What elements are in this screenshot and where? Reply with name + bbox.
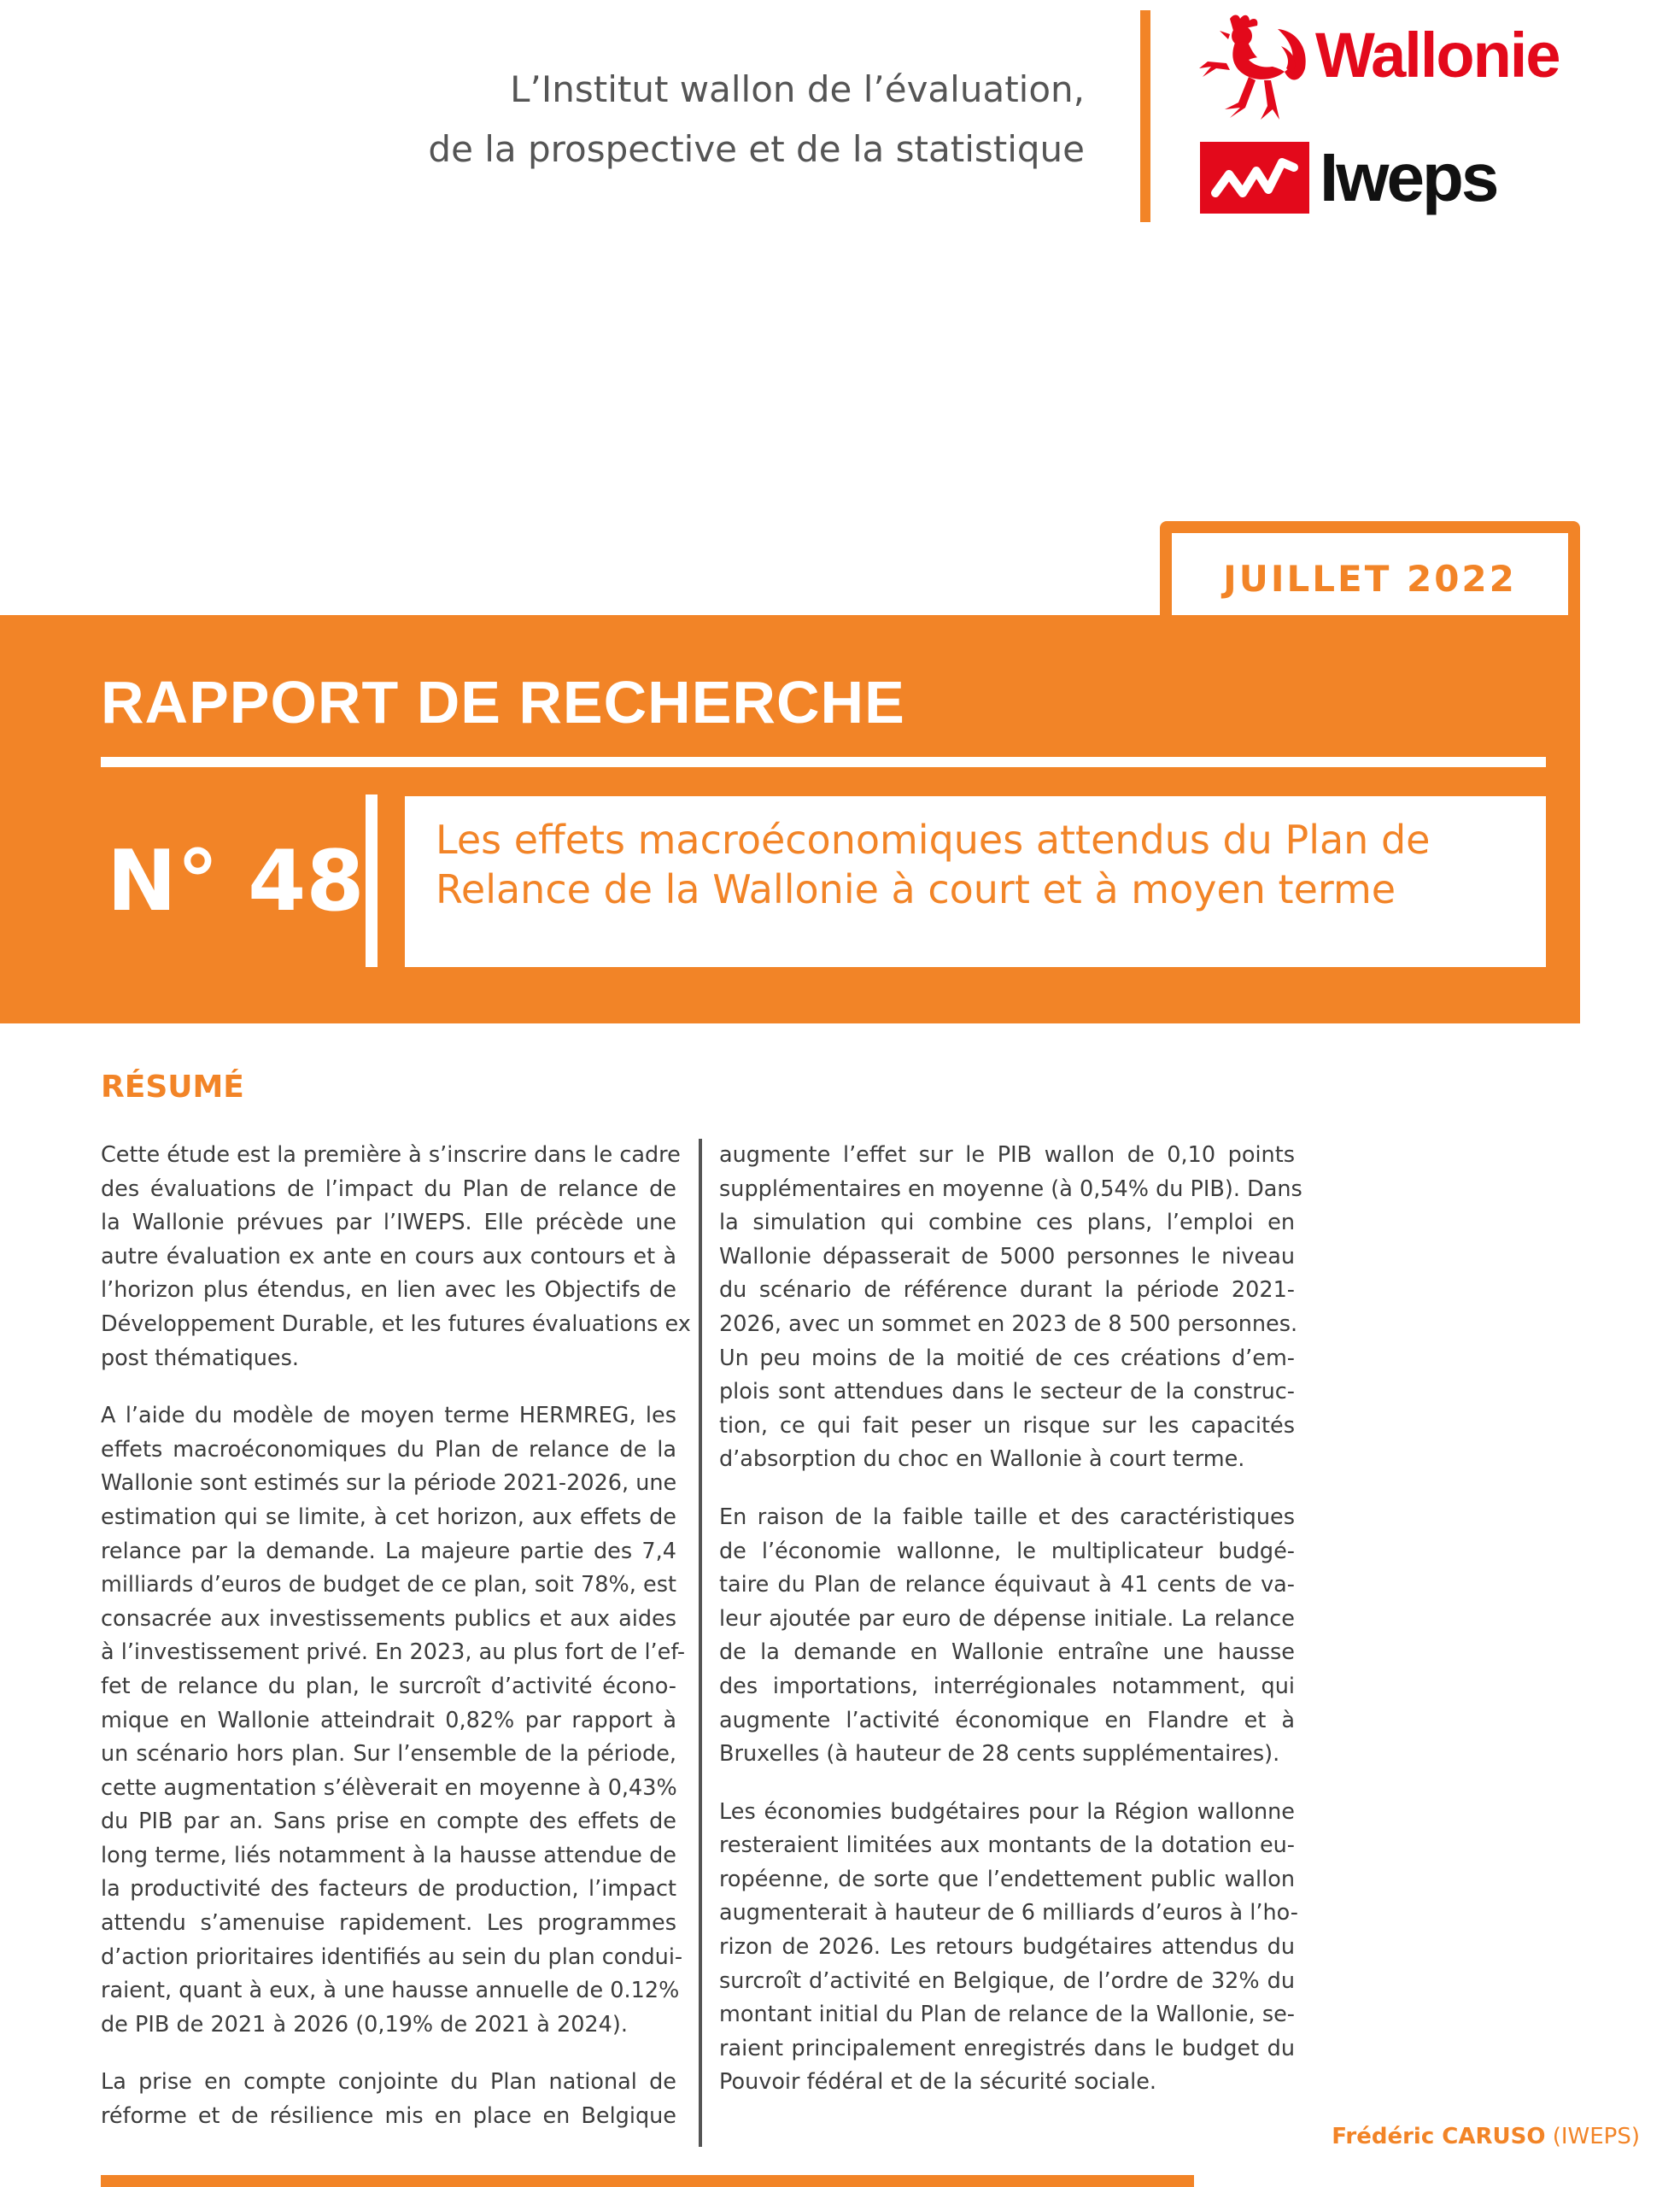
report-title-line-2: Relance de la Wallonie à court et à moyen terme — [436, 866, 1396, 912]
text-line: à l’investissement privé. En 2023, au plus fort de l’ef- — [101, 1639, 686, 1666]
band-vertical-rule — [366, 794, 378, 967]
report-title-line-1: Les effets macroéconomiques attendus du Plan de — [436, 817, 1431, 863]
text-line: attendu s’amenuise rapidement. Les programmes — [101, 1910, 676, 1937]
text-line: réforme et de résilience mis en place en Belgique — [101, 2103, 676, 2130]
iweps-wave-icon — [1200, 142, 1309, 214]
text-line: Wallonie sont estimés sur la période 2021-2026, une — [101, 1470, 677, 1497]
author-name: Frédéric CARUSO — [1332, 2124, 1546, 2149]
text-line: des évaluations de l’impact du Plan de relance de — [101, 1176, 676, 1202]
text-line: la simulation qui combine ces plans, l’emploi en — [719, 1210, 1295, 1236]
text-line: tion, ce qui fait peser un risque sur les capacités — [719, 1412, 1295, 1439]
date-tab-inner — [1172, 533, 1568, 624]
institute-line-2: de la prospective et de la statistique — [428, 128, 1085, 170]
text-line: post thématiques. — [101, 1345, 300, 1371]
column-divider — [699, 1139, 702, 2147]
text-line: de la demande en Wallonie entraîne une hausse — [719, 1639, 1295, 1666]
author-credit — [1110, 2124, 1640, 2149]
paragraph — [101, 1399, 686, 2042]
paragraph — [719, 1501, 1295, 1772]
text-line: raient, quant à eux, à une hausse annuelle de 0.12% — [101, 1978, 680, 2004]
text-line: Bruxelles (à hauteur de 28 cents supplémentaires). — [719, 1741, 1280, 1768]
text-line: augmenterait à hauteur de 6 milliards d’euros à l’ho- — [719, 1900, 1298, 1926]
date-tab — [1160, 521, 1580, 624]
resume-heading: RÉSUMÉ — [101, 1070, 244, 1105]
title-band — [0, 615, 1580, 1023]
text-line: fet de relance du plan, le surcroît d’activité écono- — [101, 1673, 676, 1699]
text-line: augmente l’activité économique en Flandre et à — [719, 1707, 1295, 1733]
text-line: La prise en compte conjointe du Plan national de — [101, 2069, 676, 2096]
text-line: supplémentaires en moyenne (à 0,54% du PIB). Dans — [719, 1176, 1302, 1202]
text-line: Un peu moins de la moitié de ces créations d’em- — [719, 1345, 1295, 1371]
text-line: Cette étude est la première à s’inscrire dans le cadre — [101, 1142, 681, 1168]
iweps-wordmark: Iweps — [1320, 139, 1497, 215]
text-line: Développement Durable, et les futures évaluations ex — [101, 1310, 691, 1337]
text-line: la Wallonie prévues par l’IWEPS. Elle précède une — [101, 1210, 676, 1236]
paragraph — [101, 1139, 691, 1375]
text-line: d’action prioritaires identifiés au sein du plan condui- — [101, 1944, 683, 1970]
resume-column-right — [719, 1139, 1302, 2124]
text-line: la productivité des facteurs de production, l’impact — [101, 1876, 676, 1903]
wallonie-wordmark: Wallonie — [1315, 20, 1560, 91]
text-line: l’horizon plus étendus, en lien avec les Objectifs de — [101, 1277, 676, 1304]
text-line: 2026, avec un sommet en 2023 de 8 500 personnes. — [719, 1310, 1298, 1337]
paragraph — [719, 1139, 1302, 1477]
text-line: relance par la demande. La majeure partie des 7,4 — [101, 1538, 676, 1564]
header-divider — [1140, 10, 1150, 222]
text-line: surcroît d’activité en Belgique, de l’ordre de 32% du — [719, 1967, 1295, 1994]
text-line: long terme, liés notamment à la hausse attendue de — [101, 1842, 676, 1868]
report-type: RAPPORT DE RECHERCHE — [101, 669, 905, 736]
institute-line-1: L’Institut wallon de l’évaluation, — [510, 68, 1085, 110]
text-line: resteraient limitées aux montants de la dotation eu- — [719, 1832, 1295, 1859]
title-box — [405, 796, 1546, 967]
bottom-rule — [101, 2175, 1194, 2187]
publication-date: JUILLET 2022 — [1223, 557, 1517, 600]
text-line: montant initial du Plan de relance de la Wallonie, se- — [719, 2002, 1295, 2028]
text-line: En raison de la faible taille et des caractéristiques — [719, 1504, 1295, 1530]
report-title — [436, 815, 1537, 914]
iweps-logo — [1200, 137, 1542, 222]
text-line: du PIB par an. Sans prise en compte des effets de — [101, 1809, 676, 1835]
text-line: du scénario de référence durant la période 2021- — [719, 1277, 1295, 1304]
institute-name — [256, 60, 1085, 179]
text-line: d’absorption du choc en Wallonie à court terme. — [719, 1446, 1245, 1473]
text-line: ropéenne, de sorte que l’endettement public wallon — [719, 1866, 1295, 1892]
paragraph — [101, 2066, 676, 2133]
text-line: Pouvoir fédéral et de la sécurité sociale. — [719, 2069, 1157, 2096]
text-line: de PIB de 2021 à 2026 (0,19% de 2021 à 2024). — [101, 2011, 628, 2037]
text-line: estimation qui se limite, à cet horizon, aux effets de — [101, 1504, 676, 1530]
text-line: autre évaluation ex ante en cours aux contours et à — [101, 1243, 676, 1269]
text-line: Wallonie dépasserait de 5000 personnes le niveau — [719, 1243, 1295, 1269]
text-line: plois sont attendues dans le secteur de la construc- — [719, 1379, 1295, 1405]
text-line: leur ajoutée par euro de dépense initiale. La relance — [719, 1605, 1295, 1632]
text-line: A l’aide du modèle de moyen terme HERMREG, les — [101, 1403, 676, 1429]
text-line: raient principalement enregistrés dans le budget du — [719, 2035, 1295, 2061]
band-horizontal-rule — [101, 757, 1546, 767]
rooster-icon — [1196, 12, 1315, 132]
text-line: des importations, interrégionales notamment, qui — [719, 1673, 1295, 1699]
text-line: effets macroéconomiques du Plan de relance de la — [101, 1436, 676, 1463]
text-line: Les économies budgétaires pour la Région wallonne — [719, 1798, 1295, 1825]
paragraph — [719, 1796, 1298, 2100]
text-line: milliards d’euros de budget de ce plan, soit 78%, est — [101, 1572, 676, 1598]
report-number: N° 48 — [107, 833, 365, 930]
text-line: augmente l’effet sur le PIB wallon de 0,10 points — [719, 1142, 1295, 1168]
text-line: mique en Wallonie atteindrait 0,82% par rapport à — [101, 1707, 676, 1733]
author-affiliation: (IWEPS) — [1552, 2124, 1640, 2149]
text-line: un scénario hors plan. Sur l’ensemble de la période, — [101, 1741, 676, 1768]
resume-column-left — [101, 1139, 691, 2158]
text-line: rizon de 2026. Les retours budgétaires attendus du — [719, 1934, 1295, 1961]
text-line: taire du Plan de relance équivaut à 41 cents de va- — [719, 1572, 1295, 1598]
text-line: cette augmentation s’élèverait en moyenne à 0,43% — [101, 1774, 677, 1801]
wallonie-logo — [1196, 12, 1606, 140]
text-line: consacrée aux investissements publics et aux aides — [101, 1605, 676, 1632]
text-line: de l’économie wallonne, le multiplicateur budgé- — [719, 1538, 1295, 1564]
